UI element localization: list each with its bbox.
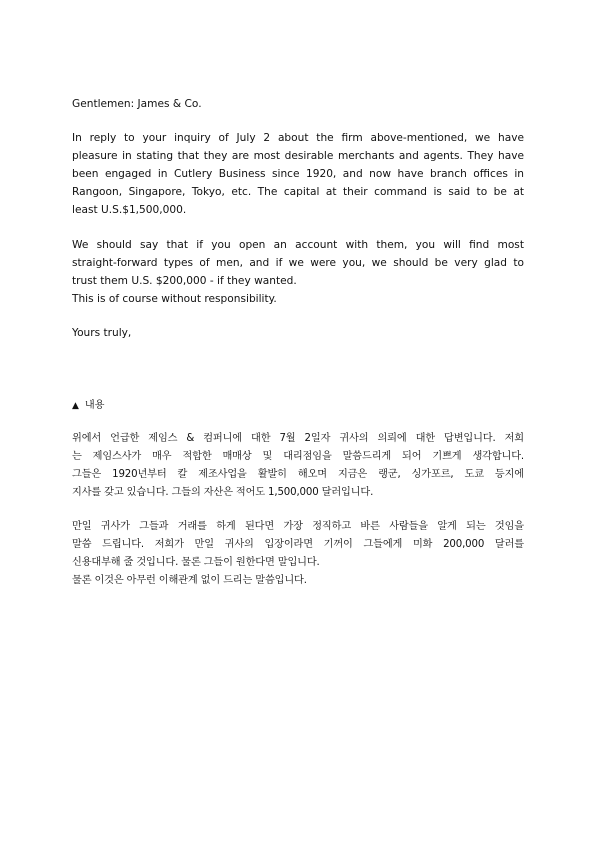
letter-paragraph-1-line: In reply to your inquiry of July 2 about the firm above-mentioned, we have — [72, 132, 524, 144]
translation-heading — [72, 397, 524, 414]
translation-paragraph-2-line: 만일 귀사가 그들과 거래를 하게 된다면 가장 정직하고 바른 사람들을 알게 되는 것임을 — [72, 521, 524, 532]
letter-greeting: Gentlemen: James & Co. — [72, 98, 202, 110]
translation-paragraph-2-line: 말씀 드립니다. 저희가 만일 귀사의 입장이라면 기꺼이 그들에게 미화 200,000 달러를 — [72, 539, 524, 550]
translation-paragraph-2-line: 신용대부해 줄 것입니다. 물론 그들이 원한다면 말입니다. — [72, 557, 320, 568]
letter-paragraph-2-line: We should say that if you open an account with them, you will find most — [72, 239, 524, 251]
translation-paragraph-2-line: 물론 이것은 아무런 이해관계 없이 드리는 말씀입니다. — [72, 575, 307, 586]
triangle-marker-icon: ▲ — [72, 401, 79, 411]
letter-paragraph-2-line: trust them U.S. $200,000 - if they wanted. — [72, 275, 297, 287]
translation-heading-label: 내용 — [84, 400, 105, 411]
letter-closing: Yours truly, — [72, 327, 132, 339]
letter-paragraph-1-line: pleasure in stating that they are most desirable merchants and agents. They have — [72, 150, 524, 162]
letter-paragraph-2-line: This is of course without responsibility. — [72, 293, 277, 305]
translation-paragraph-1-line: 위에서 언급한 제임스 & 컴퍼니에 대한 7월 2일자 귀사의 의뢰에 대한 답변입니다. 저희 — [72, 433, 524, 444]
translation-paragraph-1-line: 지사를 갖고 있습니다. 그들의 자산은 적어도 1,500,000 달러입니다. — [72, 487, 374, 498]
translation-paragraph-1-line: 는 제임스사가 매우 적합한 매매상 및 대리점임을 말씀드리게 되어 기쁘게 생각합니다. — [72, 451, 524, 462]
letter-paragraph-1-line: least U.S.$1,500,000. — [72, 204, 187, 216]
letter-paragraph-2-line: straight-forward types of men, and if we were you, we should be very glad to — [72, 257, 524, 269]
letter-paragraph-1-line: Rangoon, Singapore, Tokyo, etc. The capital at their command is said to be at — [72, 186, 524, 198]
letter-paragraph-1-line: been engaged in Cutlery Business since 1920, and now have branch offices in — [72, 168, 524, 180]
translation-paragraph-1-line: 그들은 1920년부터 칼 제조사업을 활발히 해오며 지금은 랭군, 싱가포르, 도쿄 등지에 — [72, 469, 524, 480]
